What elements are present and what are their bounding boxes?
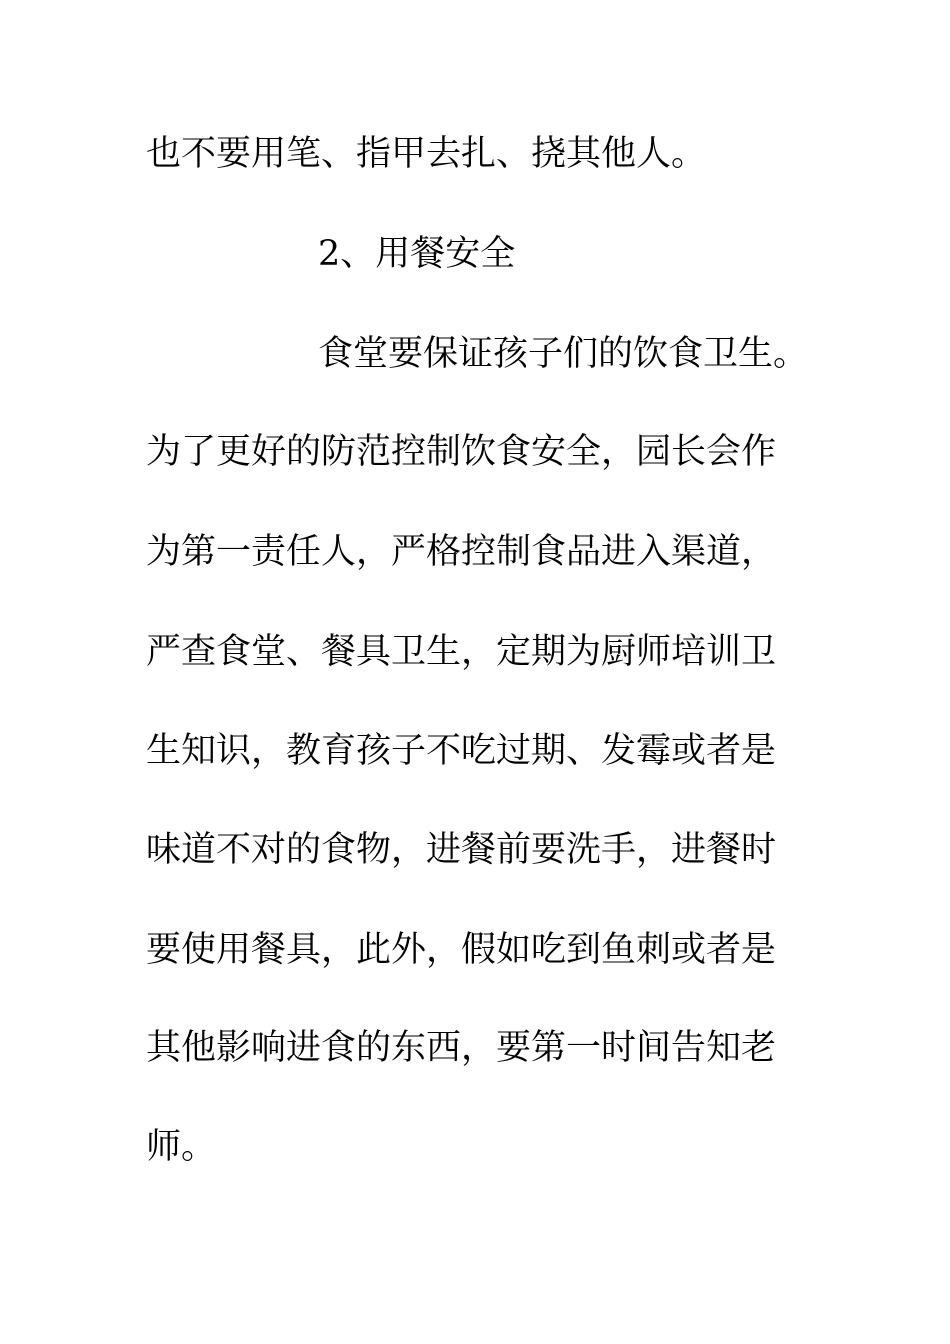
paragraph-line: 味道不对的食物，进餐前要洗手，进餐时 bbox=[146, 830, 777, 870]
paragraph-line: 为第一责任人，严格控制食品进入渠道， bbox=[146, 532, 777, 572]
paragraph-line: 要使用餐具，此外，假如吃到鱼刺或者是 bbox=[146, 930, 777, 970]
continued-paragraph-line: 也不要用笔、指甲去扎、挠其他人。 bbox=[146, 134, 707, 174]
paragraph-line: 生知识，教育孩子不吃过期、发霉或者是 bbox=[146, 731, 777, 771]
paragraph-line: 为了更好的防范控制饮食安全，园长会作 bbox=[146, 432, 777, 472]
paragraph-line: 其他影响进食的东西，要第一时间告知老 bbox=[146, 1028, 777, 1068]
paragraph-line: 食堂要保证孩子们的饮食卫生。 bbox=[318, 334, 809, 374]
paragraph-line: 严查食堂、餐具卫生，定期为厨师培训卫 bbox=[146, 632, 777, 672]
section-heading: 2、用餐安全 bbox=[318, 234, 516, 274]
paragraph-line: 师。 bbox=[146, 1127, 217, 1167]
